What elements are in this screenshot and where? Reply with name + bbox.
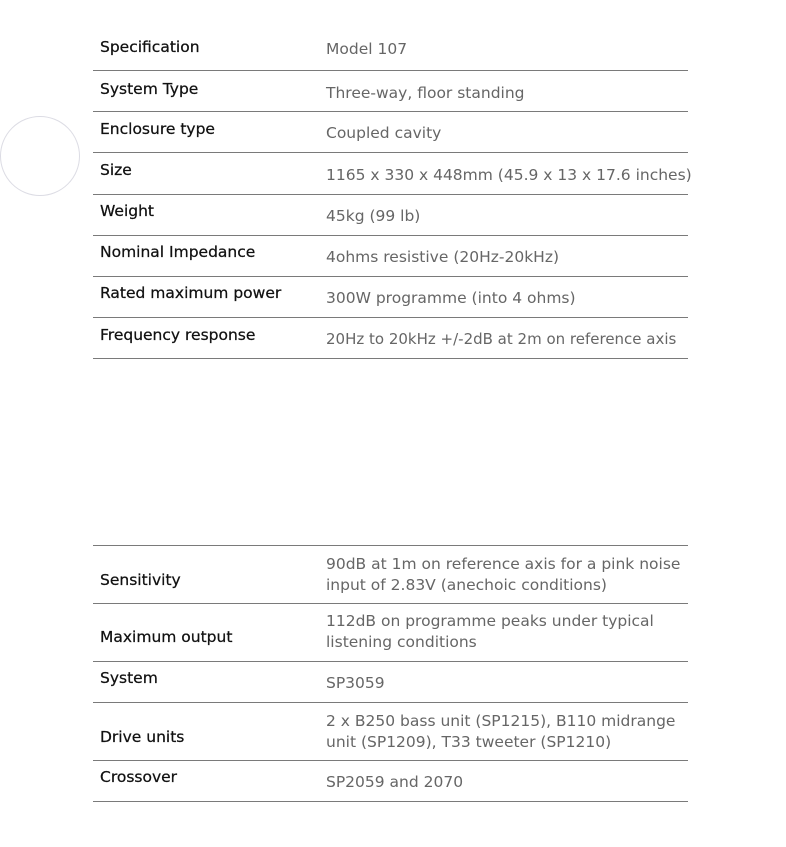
- spec-row: [93, 71, 688, 112]
- spec-row: [93, 112, 688, 153]
- spec-label: System Type: [100, 80, 199, 98]
- spec-table-bottom: [93, 545, 688, 802]
- spec-row: [93, 277, 688, 318]
- spec-label: Weight: [100, 202, 155, 220]
- spec-value-line: unit (SP1209), T33 tweeter (SP1210): [326, 733, 612, 751]
- decorative-circle: [0, 116, 80, 196]
- spec-row: [93, 236, 688, 277]
- spec-label: Maximum output: [100, 628, 233, 646]
- spec-value: 45kg (99 lb): [326, 207, 421, 225]
- spec-table-top: [93, 30, 692, 359]
- spec-label: Specification: [100, 38, 200, 56]
- spec-row: [93, 761, 688, 802]
- spec-value-line: 112dB on programme peaks under typical: [326, 612, 654, 630]
- spec-label: Nominal Impedance: [100, 243, 256, 261]
- spec-value: SP3059: [326, 674, 385, 692]
- spec-row: [93, 153, 692, 195]
- spec-value-line: listening conditions: [326, 633, 477, 651]
- spec-value: Model 107: [326, 40, 408, 58]
- spec-value: Coupled cavity: [326, 124, 442, 142]
- spec-value: SP2059 and 2070: [326, 773, 464, 791]
- spec-row: [93, 30, 688, 71]
- spec-row: [93, 703, 688, 761]
- spec-value-line: 90dB at 1m on reference axis for a pink noise: [326, 555, 681, 573]
- spec-row: [93, 195, 688, 236]
- spec-label: Frequency response: [100, 326, 256, 344]
- spec-value-line: input of 2.83V (anechoic conditions): [326, 576, 607, 594]
- spec-value: 20Hz to 20kHz +/-2dB at 2m on reference axis: [326, 330, 677, 348]
- spec-row: [93, 546, 688, 604]
- spec-value: 300W programme (into 4 ohms): [326, 289, 576, 307]
- spec-label: Enclosure type: [100, 120, 215, 138]
- spec-label: Drive units: [100, 728, 185, 746]
- spec-row: [93, 604, 688, 662]
- spec-value: Three-way, floor standing: [326, 84, 525, 102]
- spec-value: [326, 711, 686, 753]
- spec-value: 4ohms resistive (20Hz-20kHz): [326, 248, 560, 266]
- spec-label: Crossover: [100, 768, 178, 786]
- spec-value: [326, 554, 686, 596]
- spec-value: [326, 611, 686, 653]
- spec-value: 1165 x 330 x 448mm (45.9 x 13 x 17.6 inches): [326, 166, 692, 184]
- spec-row: [93, 318, 688, 359]
- spec-label: Sensitivity: [100, 571, 181, 589]
- spec-label: Rated maximum power: [100, 284, 282, 302]
- spec-value-line: 2 x B250 bass unit (SP1215), B110 midrange: [326, 712, 676, 730]
- spec-label: Size: [100, 161, 132, 179]
- spec-row: [93, 662, 688, 703]
- spec-label: System: [100, 669, 158, 687]
